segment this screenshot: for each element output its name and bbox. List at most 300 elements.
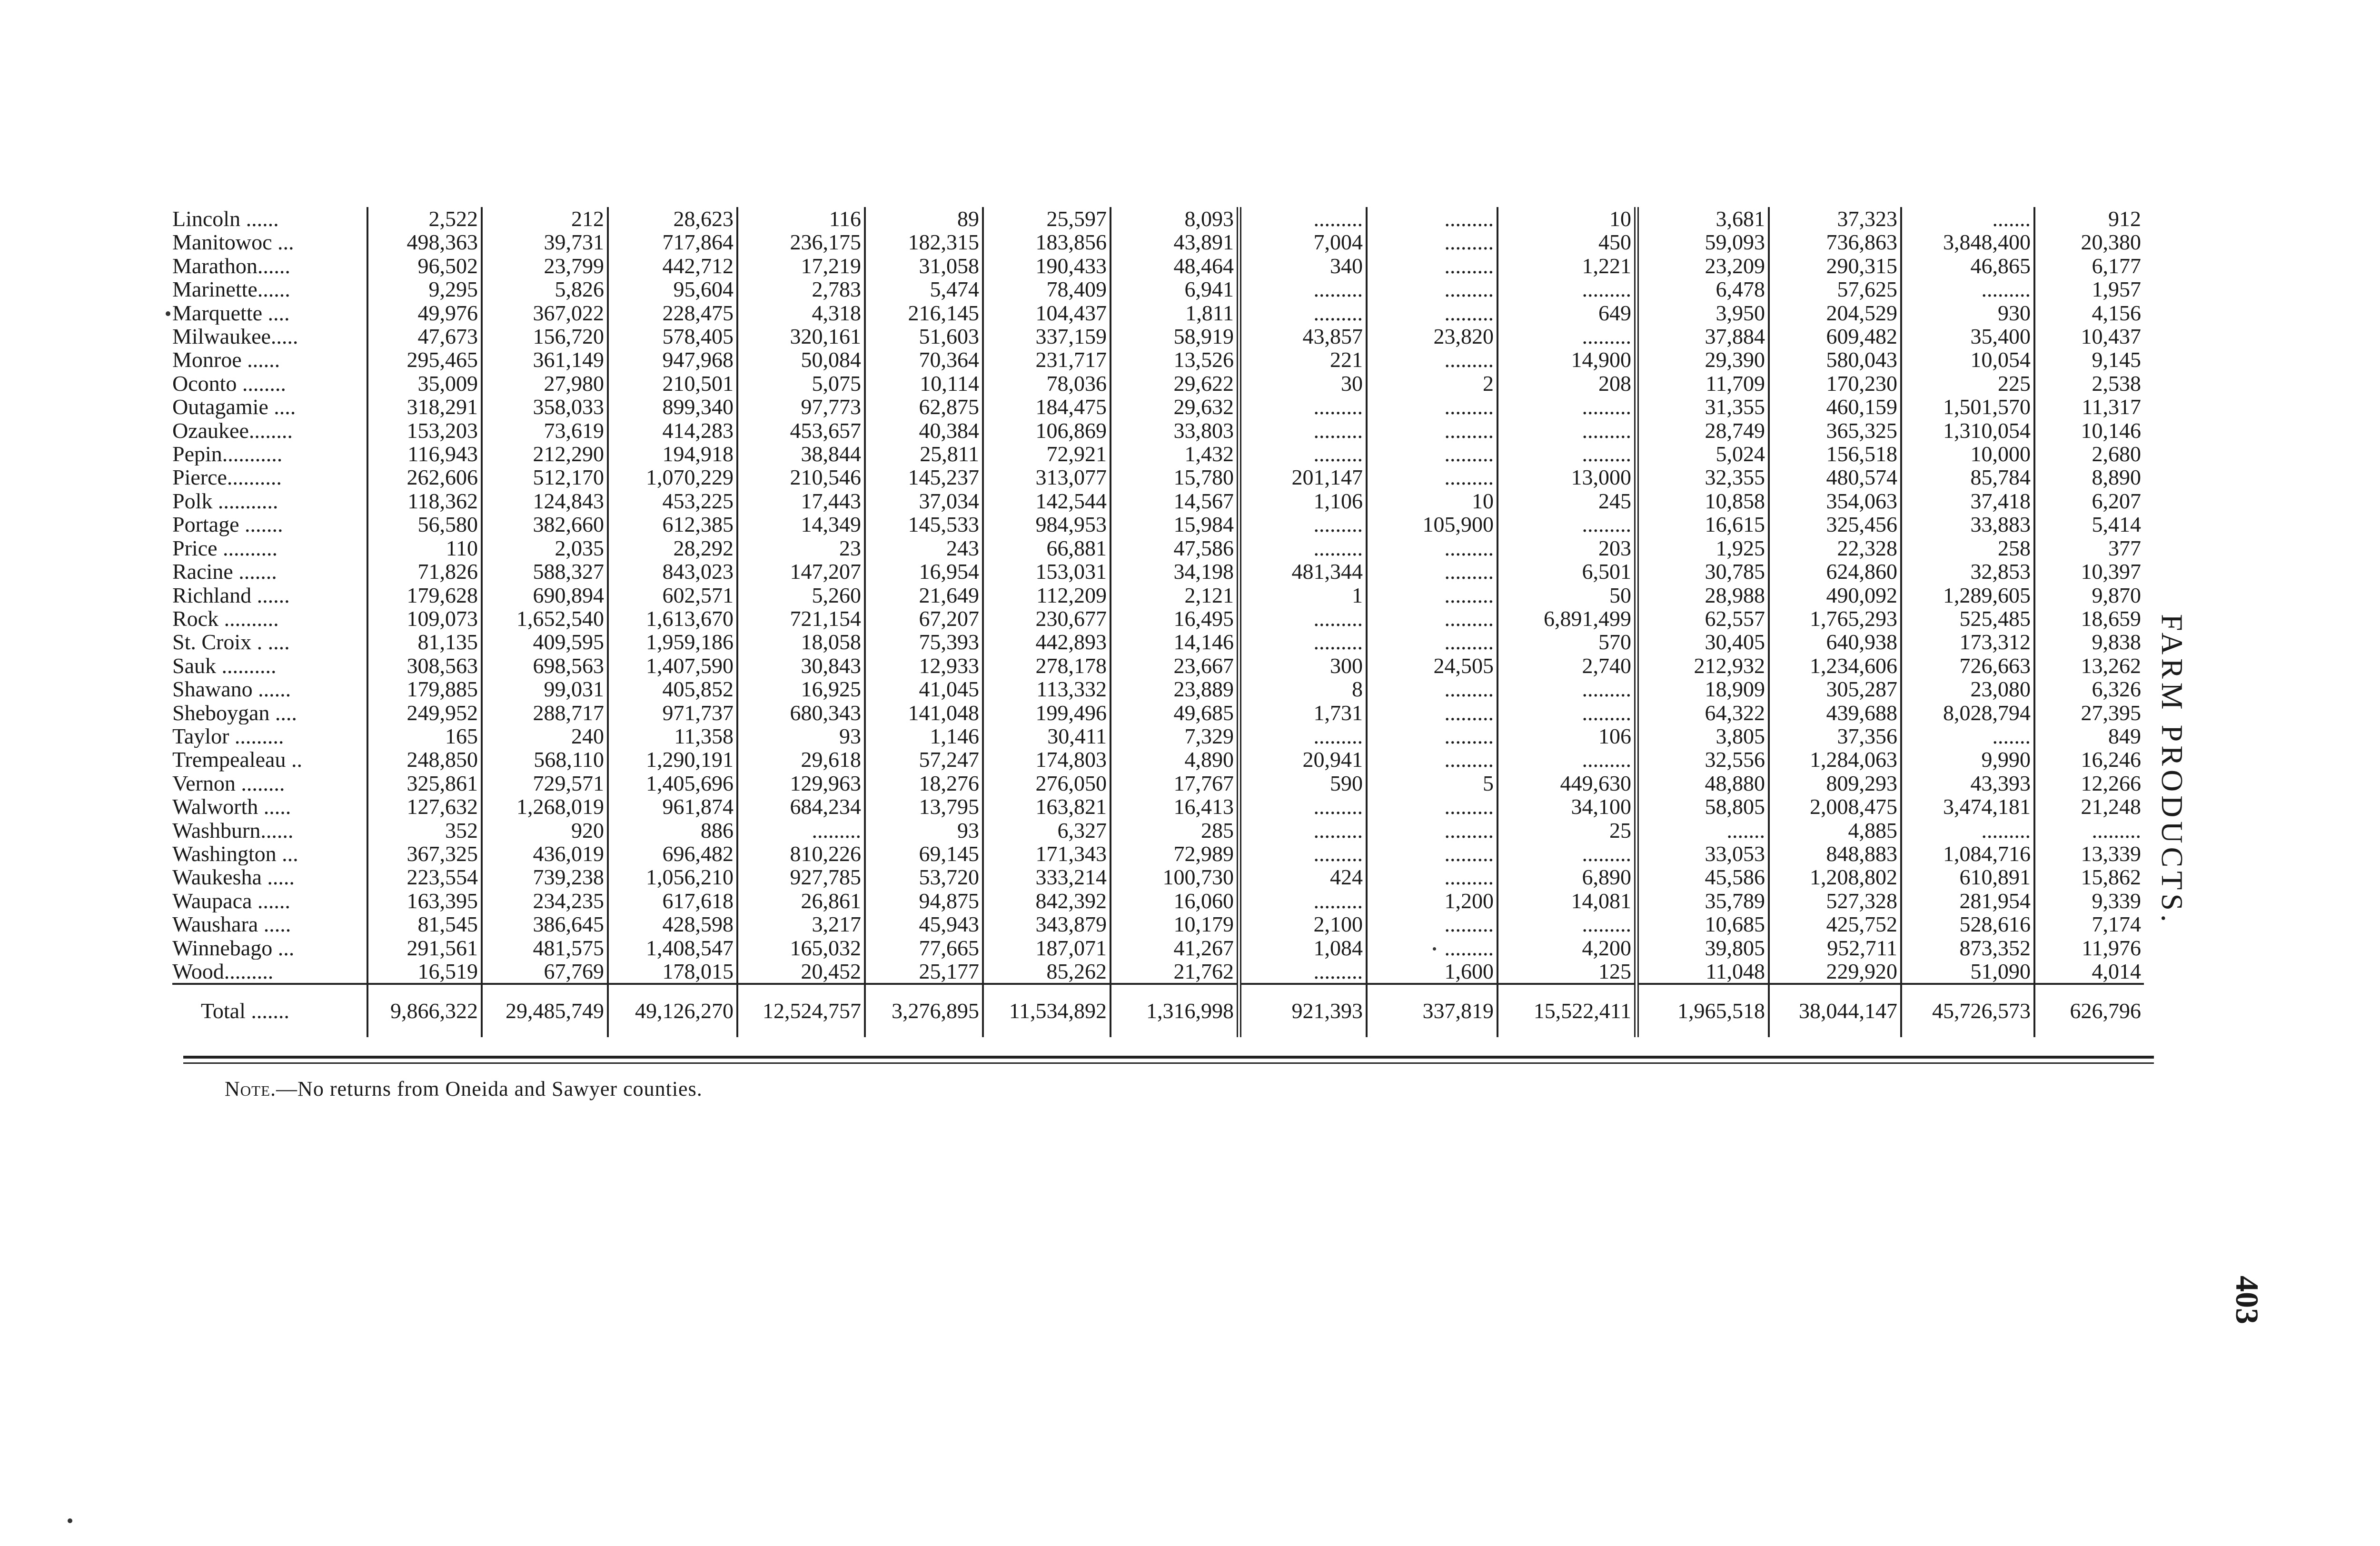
value-cell: 10 [1497,207,1636,230]
value-cell: 129,963 [737,772,865,795]
value-cell: ......... [1367,466,1497,489]
value-cell: 1,200 [1367,889,1497,912]
value-cell: 690,894 [482,584,608,607]
value-cell: ......... [1239,607,1367,630]
value-cell: ......... [1367,865,1497,889]
value-cell: 1 [1239,584,1367,607]
value-cell: 450 [1497,230,1636,254]
farm-products-table [172,207,2144,1037]
value-cell: 23,667 [1111,654,1239,677]
value-cell: 1,408,547 [608,936,737,960]
value-cell: 886 [608,819,737,842]
value-cell: 278,178 [983,654,1111,677]
total-cell: 11,534,892 [983,984,1111,1037]
value-cell: 11,976 [2082,936,2141,960]
value-cell: 717,864 [608,230,737,254]
value-cell: ......... [1239,819,1367,842]
value-cell: 179,885 [367,677,482,701]
value-cell: 1,310,054 [1901,419,2034,442]
value-cell: 409,595 [482,630,608,654]
value-cell: 9,145 [2092,348,2141,372]
value-cell: 94,875 [865,889,983,912]
county-name: Taylor ......... [172,724,367,748]
value-cell: ......... [1367,630,1497,654]
value-cell: 453,657 [737,419,865,442]
value-cell: 25 [1497,819,1636,842]
value-cell: 2,100 [1239,912,1367,936]
county-row [172,254,2144,277]
value-cell: 38,844 [737,442,865,466]
value-cell: 2,740 [1497,654,1636,677]
value-cell: ......... [1497,325,1636,348]
value-cell: 5,474 [865,277,983,301]
value-cell: 23,209 [1636,254,1769,277]
county-row [172,842,2144,865]
county-row [172,701,2144,724]
value-cell: 842,392 [983,889,1111,912]
total-cell: 921,393 [1239,984,1367,1037]
value-cell: 6,177 [2092,254,2141,278]
value-cell: 179,628 [367,584,482,607]
value-cell: 16,413 [1111,795,1239,818]
value-cell: ......... [1367,254,1497,277]
value-cell: 6,326 [2092,677,2141,701]
value-cell: 11,709 [1636,372,1769,395]
value-cell: 6,207 [2092,489,2141,513]
value-cell: 30 [1239,372,1367,395]
value-cell: 343,879 [983,912,1111,936]
value-cell: 230,677 [983,607,1111,630]
value-cell: 15,780 [1111,466,1239,489]
value-cell: 171,343 [983,842,1111,865]
county-name: Marinette...... [172,277,367,301]
value-cell: 69,145 [865,842,983,865]
county-row [172,865,2144,889]
value-cell: 580,043 [1769,348,1901,371]
value-cell: 70,364 [865,348,983,371]
value-cell: 698,563 [482,654,608,677]
value-cell: 9,838 [2092,630,2141,654]
county-name: Price .......... [172,536,367,560]
value-cell: 386,645 [482,912,608,936]
total-cell: 12,524,757 [737,984,865,1037]
value-cell: 588,327 [482,560,608,583]
value-cell: 17,219 [737,254,865,277]
value-cell: 930 [1901,301,2034,325]
value-cell: 4,318 [737,301,865,325]
county-rows [172,207,2144,1037]
value-cell: 199,496 [983,701,1111,724]
value-cell: 481,575 [482,936,608,960]
value-cell: 109,073 [367,607,482,630]
value-cell: 14,349 [737,513,865,536]
value-cell: 610,891 [1901,865,2034,889]
value-cell: 127,632 [367,795,482,818]
value-cell: 34,198 [1111,560,1239,583]
value-cell: 442,712 [608,254,737,277]
value-cell: 340 [1239,254,1367,277]
value-cell: 512,170 [482,466,608,489]
total-cell: 49,126,270 [608,984,737,1037]
value-cell: 165,032 [737,936,865,960]
county-row [172,630,2144,654]
value-cell: ......... [737,819,865,842]
value-cell: 37,418 [1901,489,2034,513]
value-cell: 1,289,605 [1901,584,2034,607]
value-cell: 367,022 [482,301,608,325]
value-cell: 377 [2108,536,2141,560]
value-cell: 37,356 [1769,724,1901,748]
value-cell: 848,883 [1769,842,1901,865]
value-cell: 2,680 [2092,442,2141,466]
value-cell: 1,234,606 [1769,654,1901,677]
value-cell: 112,209 [983,584,1111,607]
county-name: Portage ....... [172,513,367,536]
value-cell: 1,268,019 [482,795,608,818]
value-cell: 93 [737,724,865,748]
total-cell: 9,866,322 [367,984,482,1037]
value-cell: 13,000 [1497,466,1636,489]
value-cell: 961,874 [608,795,737,818]
value-cell: 53,720 [865,865,983,889]
value-cell: 568,110 [482,748,608,771]
value-cell: 5 [1367,772,1497,795]
value-cell: 78,409 [983,277,1111,301]
value-cell: 7,329 [1111,724,1239,748]
bottom-rule-top [183,1056,2154,1059]
value-cell: 439,688 [1769,701,1901,724]
value-cell: 13,262 [2081,654,2141,678]
county-name: Oconto ........ [172,372,367,395]
running-head-title: FARM PRODUCTS. [2155,614,2189,926]
value-cell: 81,545 [367,912,482,936]
value-cell: 93 [865,819,983,842]
value-cell: 66,881 [983,536,1111,560]
county-name: Wood......... [172,960,367,984]
value-cell: 602,571 [608,584,737,607]
county-row [172,536,2144,560]
value-cell: 78,036 [983,372,1111,395]
value-cell: 51,090 [1901,960,2034,984]
value-cell: 28,623 [608,207,737,230]
county-row [172,960,2144,984]
county-name: Manitowoc ... [172,230,367,254]
value-cell: 20,941 [1239,748,1367,771]
value-cell: 163,395 [367,889,482,912]
value-cell: 249,952 [367,701,482,724]
value-cell: 25,811 [865,442,983,466]
county-row [172,912,2144,936]
value-cell: ......... [1497,442,1636,466]
county-row [172,748,2144,771]
value-cell: 736,863 [1769,230,1901,254]
total-cell: 45,726,573 [1901,984,2034,1037]
value-cell: ......... [1367,842,1497,865]
value-cell: ......... [1367,277,1497,301]
value-cell: 361,149 [482,348,608,371]
value-cell: 10,179 [1111,912,1239,936]
value-cell: 442,893 [983,630,1111,654]
value-cell: 17,767 [1111,772,1239,795]
value-cell: ......... [1901,277,2034,301]
value-cell: 1,284,063 [1769,748,1901,771]
county-name: Marathon...... [172,254,367,277]
value-cell: 190,433 [983,254,1111,277]
value-cell: 67,769 [482,960,608,984]
value-cell: 352 [367,819,482,842]
county-row [172,677,2144,701]
value-cell: ......... [1367,795,1497,818]
value-cell: 116,943 [367,442,482,466]
value-cell: 927,785 [737,865,865,889]
value-cell: 4,014 [2092,960,2141,983]
value-cell: 498,363 [367,230,482,254]
county-name: Winnebago ... [172,936,367,960]
value-cell: 18,909 [1636,677,1769,701]
value-cell: 16,246 [2081,748,2141,772]
value-cell: 106 [1497,724,1636,748]
county-row [172,513,2144,536]
value-cell: 72,921 [983,442,1111,466]
value-cell: 51,603 [865,325,983,348]
value-cell: 449,630 [1497,772,1636,795]
value-cell: 110 [367,536,482,560]
value-cell: 8 [1239,677,1367,701]
value-cell: 153,203 [367,419,482,442]
value-cell: 1,432 [1111,442,1239,466]
value-cell: 10 [1367,489,1497,513]
county-row [172,819,2144,842]
value-cell: 1,146 [865,724,983,748]
value-cell: 23,080 [1901,677,2034,701]
county-row [172,372,2144,395]
value-cell: ....... [1636,819,1769,842]
value-cell: 337,159 [983,325,1111,348]
value-cell: ......... [1367,724,1497,748]
value-cell: 62,875 [865,395,983,418]
value-cell: 5,414 [2092,513,2141,536]
value-cell: 13,526 [1111,348,1239,371]
value-cell: 480,574 [1769,466,1901,489]
county-name: Pepin........... [172,442,367,466]
value-cell: 204,529 [1769,301,1901,325]
value-cell: 367,325 [367,842,482,865]
county-row [172,325,2144,348]
value-cell: 305,287 [1769,677,1901,701]
value-cell: 75,393 [865,630,983,654]
county-row [172,395,2144,418]
value-cell: 425,752 [1769,912,1901,936]
footnote-text: —No returns from Oneida and Sawyer counties. [276,1077,703,1100]
county-name: Milwaukee..... [172,325,367,348]
value-cell: 849 [2108,724,2141,748]
value-cell: 28,292 [608,536,737,560]
value-cell: 210,546 [737,466,865,489]
footnote-prefix: Note. [225,1077,277,1100]
value-cell: ......... [1367,419,1497,442]
value-cell: 240 [482,724,608,748]
value-cell: 37,323 [1769,207,1901,230]
value-cell: 35,789 [1636,889,1769,912]
footnote [225,1077,703,1101]
county-name: Lincoln ...... [172,207,367,230]
value-cell: 95,604 [608,277,737,301]
value-cell: 285 [1111,819,1239,842]
value-cell: 203 [1497,536,1636,560]
value-cell: 33,883 [1901,513,2034,536]
value-cell: 15,984 [1111,513,1239,536]
value-cell: 11,358 [608,724,737,748]
value-cell: 174,803 [983,748,1111,771]
value-cell: 245 [1497,489,1636,513]
value-cell: 32,853 [1901,560,2034,583]
value-cell: ......... [1497,395,1636,418]
value-cell: 14,146 [1111,630,1239,654]
value-cell: 18,659 [2081,606,2141,631]
value-cell: 11,048 [1636,960,1769,984]
value-cell: 1,056,210 [608,865,737,889]
value-cell: ......... [1239,301,1367,325]
value-cell: 21,649 [865,584,983,607]
value-cell: 947,968 [608,348,737,371]
value-cell: 899,340 [608,395,737,418]
value-cell: 609,482 [1769,325,1901,348]
value-cell: ......... [1239,395,1367,418]
value-cell: 187,071 [983,936,1111,960]
value-cell: 726,663 [1901,654,2034,677]
value-cell: ......... [1901,819,2034,842]
value-cell: 23,799 [482,254,608,277]
value-cell: 5,075 [737,372,865,395]
value-cell: 460,159 [1769,395,1901,418]
value-cell: 35,400 [1901,325,2034,348]
value-cell: 436,019 [482,842,608,865]
value-cell: ......... [1497,912,1636,936]
value-cell: 25,597 [983,207,1111,230]
total-row [172,984,2144,1037]
value-cell: 208 [1497,372,1636,395]
value-cell: ......... [1239,207,1367,230]
value-cell: 358,033 [482,395,608,418]
value-cell: 313,077 [983,466,1111,489]
value-cell: 100,730 [1111,865,1239,889]
value-cell: 156,720 [482,325,608,348]
value-cell: 163,821 [983,795,1111,818]
value-cell: 3,681 [1636,207,1769,230]
value-cell: 106,869 [983,419,1111,442]
county-row [172,419,2144,442]
value-cell: 13,339 [2081,842,2141,866]
value-cell: 5,260 [737,584,865,607]
value-cell: 1,811 [1111,301,1239,325]
value-cell: 11,317 [2082,395,2141,419]
value-cell: 31,058 [865,254,983,277]
value-cell: ....... [1901,207,2034,230]
county-name: Waushara ..... [172,912,367,936]
county-row [172,348,2144,371]
county-name: Ozaukee........ [172,419,367,442]
total-cell: 3,276,895 [865,984,983,1037]
value-cell: 971,737 [608,701,737,724]
value-cell: 1,959,186 [608,630,737,654]
value-cell: 8,028,794 [1901,701,2034,724]
county-row [172,442,2144,466]
value-cell: 45,943 [865,912,983,936]
value-cell: 35,009 [367,372,482,395]
value-cell: 62,557 [1636,607,1769,630]
value-cell: 16,519 [367,960,482,984]
value-cell: 1,290,191 [608,748,737,771]
total-cell: 1,965,518 [1636,984,1769,1037]
value-cell: 64,322 [1636,701,1769,724]
value-cell: 30,785 [1636,560,1769,583]
value-cell: 141,048 [865,701,983,724]
value-cell: 96,502 [367,254,482,277]
value-cell: 481,344 [1239,560,1367,583]
value-cell: 6,327 [983,819,1111,842]
value-cell: 578,405 [608,325,737,348]
value-cell: 29,632 [1111,395,1239,418]
value-cell: ......... [1497,277,1636,301]
value-cell: 325,861 [367,772,482,795]
value-cell: 71,826 [367,560,482,583]
value-cell: 1,070,229 [608,466,737,489]
county-name: Monroe ...... [172,348,367,371]
value-cell: ......... [1239,419,1367,442]
value-cell: 201,147 [1239,466,1367,489]
value-cell: 32,556 [1636,748,1769,771]
value-cell: 258 [1901,536,2034,560]
value-cell: 58,919 [1111,325,1239,348]
value-cell: 212,290 [482,442,608,466]
value-cell: 320,161 [737,325,865,348]
value-cell: 721,154 [737,607,865,630]
value-cell: 104,437 [983,301,1111,325]
county-name: St. Croix . .... [172,630,367,654]
county-row [172,207,2144,230]
county-row [172,584,2144,607]
value-cell: 2,783 [737,277,865,301]
value-cell: 4,890 [1111,748,1239,771]
value-cell: ......... [1497,513,1636,536]
county-name: Vernon ........ [172,772,367,795]
value-cell: 308,563 [367,654,482,677]
value-cell: 105,900 [1367,513,1497,536]
value-cell: 3,805 [1636,724,1769,748]
value-cell: 97,773 [737,395,865,418]
value-cell: 29,390 [1636,348,1769,371]
value-cell: 729,571 [482,772,608,795]
value-cell: 20,380 [2081,230,2141,254]
value-cell: 234,235 [482,889,608,912]
value-cell: 525,485 [1901,607,2034,630]
value-cell: ......... [1367,230,1497,254]
value-cell: 10,000 [1901,442,2034,466]
value-cell: 1,405,696 [608,772,737,795]
value-cell: 3,950 [1636,301,1769,325]
value-cell: 57,625 [1769,277,1901,301]
value-cell: 10,397 [2081,560,2141,584]
value-cell: 952,711 [1769,936,1901,960]
value-cell: 113,332 [983,677,1111,701]
print-speck [166,311,170,316]
value-cell: 178,015 [608,960,737,984]
value-cell: 2,538 [2092,371,2141,396]
total-label: Total ....... [172,984,367,1037]
value-cell: 1,208,802 [1769,865,1901,889]
value-cell: ......... [1497,701,1636,724]
value-cell: 49,976 [367,301,482,325]
